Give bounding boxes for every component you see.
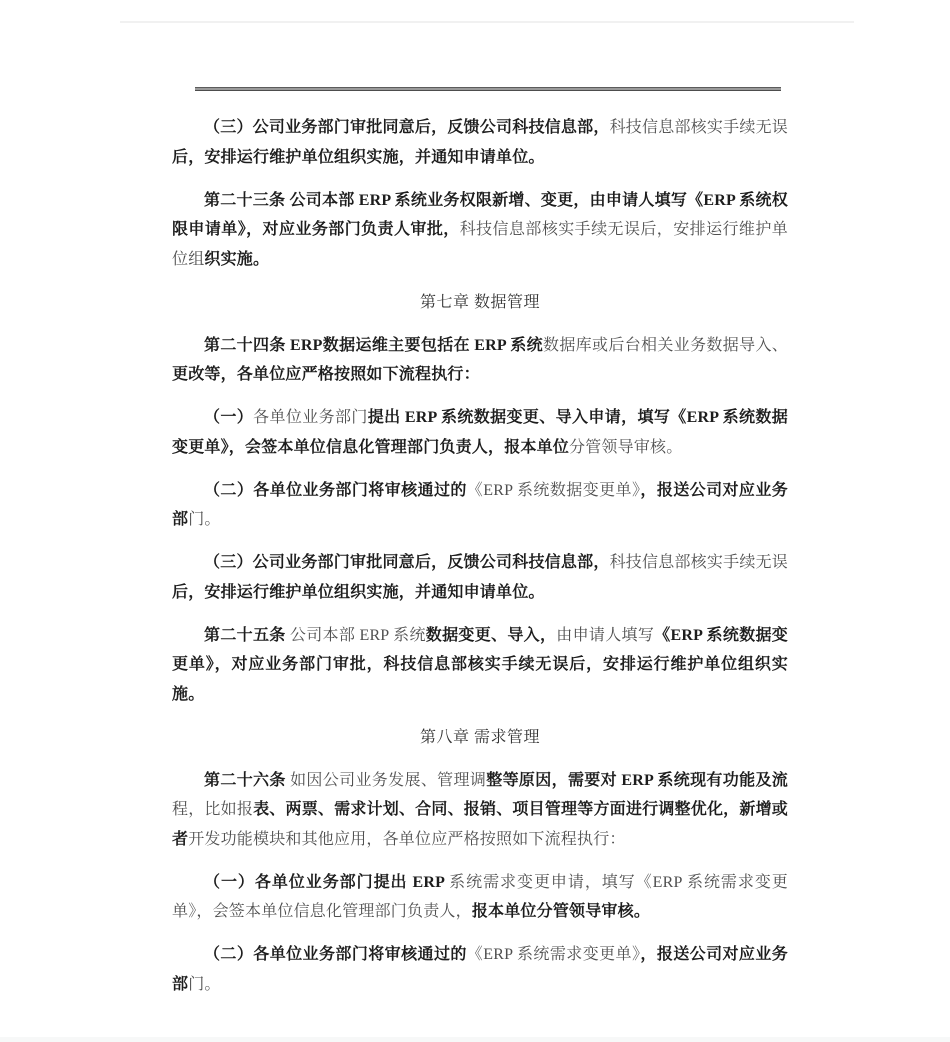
- text-run: （一）: [204, 409, 254, 426]
- text-run: 整等原因，需要对 ERP 系统现有功能及流: [486, 771, 788, 789]
- text-run: 数据变更、导入，: [425, 626, 557, 644]
- text-run: 更改等，各单位应严格按照如下流程执行：: [172, 366, 480, 383]
- paragraph: [172, 868, 788, 927]
- text-run: 各单位业务部门: [253, 409, 368, 426]
- paragraph: [172, 766, 788, 855]
- text-run: 后，安排运行维护单位组织实施，并通知申请单位。: [172, 583, 545, 601]
- text-run: 提出 ERP 系统数据变更、导入申请，填写《ERP 系统数据变更单》，会签本单位信息化管理部门负责人，报本单位: [172, 409, 788, 456]
- text-run: 科技信息部核实手续无误后，安排运行维护单位组: [172, 221, 788, 268]
- paragraph: [172, 476, 788, 535]
- text-run: 报本单位分管领导审核。: [471, 903, 651, 920]
- text-run: 第二十五条: [204, 626, 290, 644]
- text-run: 织实施。: [204, 250, 270, 268]
- text-run: 门。: [188, 511, 221, 528]
- text-run: 程，比如报: [172, 801, 254, 818]
- page-bottom-edge: [0, 1037, 950, 1042]
- text-run: 后，安排运行维护单位组织实施，并通知申请单位。: [172, 148, 545, 166]
- paragraph: [172, 186, 788, 275]
- text-run: 科技信息部核实手续无误: [609, 119, 788, 136]
- text-run: 由申请人填写: [556, 626, 655, 644]
- chapter-heading: [172, 723, 788, 753]
- text-run: 如因公司业务发展、管理调: [290, 771, 487, 789]
- text-run: （三）公司业务部门审批同意后，反馈公司科技信息部，: [204, 119, 610, 136]
- text-run: 公司本部 ERP 系统: [289, 626, 426, 644]
- text-run: 数据库或后台相关业务数据导入、: [542, 336, 788, 354]
- paragraph: [172, 331, 788, 390]
- text-run: 《ERP 系统需求变更单》: [466, 946, 641, 963]
- paragraph: [172, 621, 788, 710]
- text-run: 分管领导审核。: [569, 438, 683, 456]
- text-run: ，报送公司对应业务部: [172, 481, 788, 528]
- chapter-heading: [172, 288, 788, 318]
- text-run: 第二十六条: [204, 771, 291, 789]
- paragraph: [172, 403, 788, 462]
- page-top-divider: [120, 21, 854, 23]
- text-run: 开发功能模块和其他应用，各单位应严格按照如下流程执行：: [188, 830, 626, 848]
- text-run: （一）各单位业务部门提出 ERP: [204, 873, 450, 891]
- text-run: 《ERP 系统数据变更单》: [466, 481, 641, 499]
- text-run: （二）各单位业务部门将审核通过的: [204, 481, 467, 499]
- text-run: 系统需求变更申请，填写《ERP 系统需求变更单》，会签本单位信息化管理部门负责人，: [172, 873, 788, 920]
- text-run: 门。: [188, 975, 221, 993]
- text-run: （三）公司业务部门审批同意后，反馈公司科技信息部，: [204, 554, 610, 571]
- text-run: 第八章 需求管理: [419, 728, 540, 746]
- text-run: 表、两票、需求计划、合同、报销、项目管理等方面进行调整优化，新增或者: [172, 801, 788, 848]
- paragraph: [172, 113, 788, 172]
- text-run: ，报送公司对应业务部: [172, 946, 788, 993]
- text-run: 第二十四条 ERP数据运维主要包括在 ERP 系统: [204, 336, 543, 354]
- paragraph: [172, 940, 788, 999]
- document-header-rule: [195, 87, 781, 91]
- text-run: 科技信息部核实手续无误: [609, 554, 788, 571]
- paragraph: [172, 548, 788, 607]
- text-run: 第七章 数据管理: [419, 293, 540, 311]
- text-run: （二）各单位业务部门将审核通过的: [204, 946, 467, 963]
- document-body: [172, 113, 788, 1013]
- text-run: 《ERP 系统数据变更单》，对应业务部门审批，科技信息部核实手续无误后，安排运行维护单位组织实施。: [172, 626, 788, 703]
- text-run: 第二十三条 公司本部 ERP 系统业务权限新增、变更，由申请人填写《ERP 系统权限申请单》，对应业务部门负责人审批，: [172, 191, 788, 238]
